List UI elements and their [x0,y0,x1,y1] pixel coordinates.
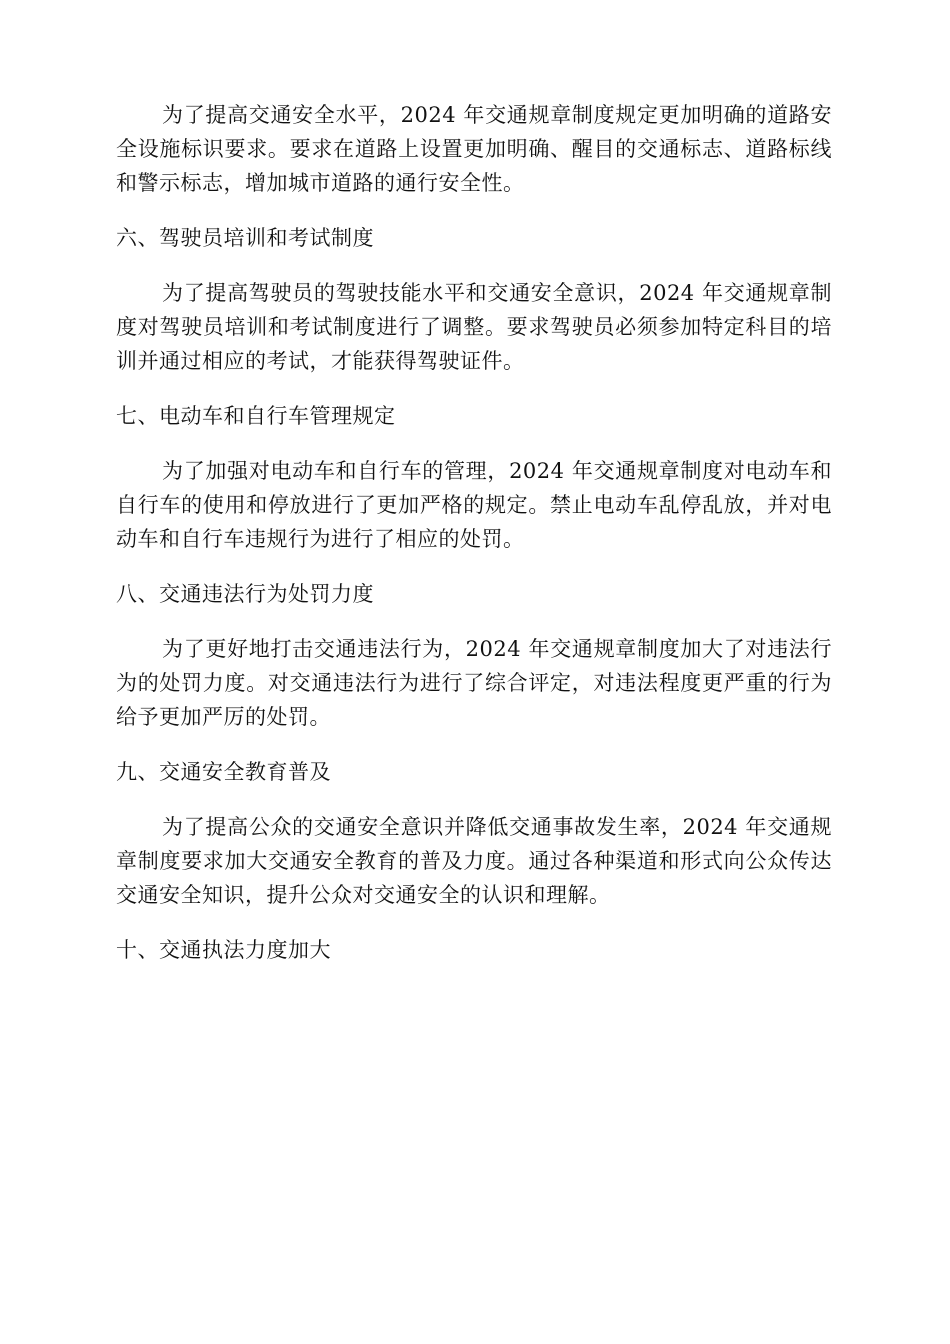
section-heading-7: 七、电动车和自行车管理规定 [116,404,396,428]
paragraph-driver-training: 为了提高驾驶员的驾驶技能水平和交通安全意识，2024 年交通规章制度对驾驶员培训和考试制度进行了调整。要求驾驶员必须参加特定科目的培训并通过相应的考试，才能获得驾驶证件。 [116,281,832,373]
paragraph-road-safety-signs: 为了提高交通安全水平，2024 年交通规章制度规定更加明确的道路安全设施标识要求。要求在道路上设置更加明确、醒目的交通标志、道路标线和警示标志，增加城市道路的通行安全性。 [116,103,832,195]
paragraph-penalties: 为了更好地打击交通违法行为，2024 年交通规章制度加大了对违法行为的处罚力度。对交通违法行为进行了综合评定，对违法程度更严重的行为给予更加严厉的处罚。 [116,637,832,729]
section-heading-6: 六、驾驶员培训和考试制度 [116,226,374,250]
section-heading-8: 八、交通违法行为处罚力度 [116,582,374,606]
section-heading-10: 十、交通执法力度加大 [116,938,331,962]
paragraph-safety-education: 为了提高公众的交通安全意识并降低交通事故发生率，2024 年交通规章制度要求加大交通安全教育的普及力度。通过各种渠道和形式向公众传达交通安全知识，提升公众对交通安全的认识和理解。 [116,815,832,907]
paragraph-ebike-bicycle: 为了加强对电动车和自行车的管理，2024 年交通规章制度对电动车和自行车的使用和停放进行了更加严格的规定。禁止电动车乱停乱放，并对电动车和自行车违规行为进行了相应的处罚。 [116,459,832,551]
document-page [116,98,832,967]
section-heading-9: 九、交通安全教育普及 [116,760,331,784]
